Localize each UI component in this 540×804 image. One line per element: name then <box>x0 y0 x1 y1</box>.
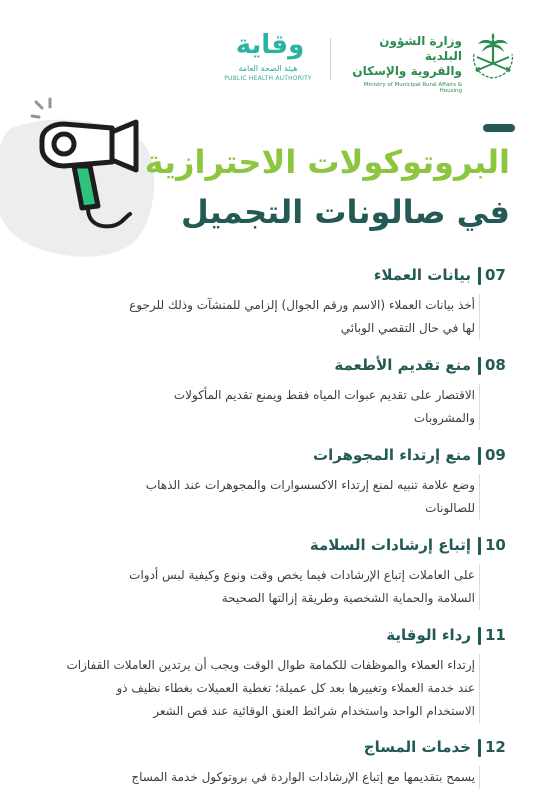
section-title: بيانات العملاء <box>373 266 471 284</box>
section-bar <box>478 739 481 757</box>
section-body <box>30 564 480 610</box>
section-body-line: يسمح بتقديمها مع إتباع الإرشادات الواردة في بروتوكول خدمة المساج <box>131 770 475 784</box>
section-body <box>30 294 480 340</box>
section-bar <box>478 537 481 555</box>
section-title: رداء الوقاية <box>386 626 471 644</box>
section-body-line: على العاملات إتباع الإرشادات فيما يخص وقت ونوع وكيفية لبس أدوات <box>129 568 475 582</box>
ministry-emblem-icon <box>466 30 520 84</box>
section-body <box>30 654 480 723</box>
section-body <box>30 384 480 430</box>
section-body-line: الاستخدام الواحد واستخدام شرائط العنق الوقائية عند قص الشعر <box>153 704 475 718</box>
page-title-line1: البروتوكولات الاحترازية <box>144 143 510 181</box>
section-bar <box>478 627 481 645</box>
section-body-line: السلامة والحماية الشخصية وطريقة إزالتها الصحيحة <box>221 591 475 605</box>
section-body <box>30 474 480 520</box>
section-number: 08 <box>485 356 506 374</box>
protocol-section-11 <box>30 624 515 723</box>
ministry-name-line2: والقروية والإسكان <box>352 64 462 78</box>
protocol-section-09 <box>30 444 515 520</box>
section-body-line: لها في حال التقصي الوبائي <box>340 321 475 335</box>
page-title-line2: في صالونات التجميل <box>181 193 510 231</box>
section-body-line: والمشروبات <box>413 411 475 425</box>
section-number: 09 <box>485 446 506 464</box>
section-title: منع إرتداء المجوهرات <box>313 446 471 464</box>
ministry-name-line1: وزارة الشؤون البلدية <box>379 34 462 63</box>
hair-dryer-icon <box>28 110 158 240</box>
protocol-section-08 <box>30 354 515 430</box>
protocol-section-07 <box>30 264 515 340</box>
section-title: خدمات المساج <box>363 738 471 756</box>
protocol-section-12 <box>30 736 515 789</box>
logo-divider <box>330 38 331 80</box>
ministry-name-english: Ministry of Municipal Rural Affairs & Housing <box>363 82 462 94</box>
section-number: 10 <box>485 536 506 554</box>
section-title: منع تقديم الأطعمة <box>334 356 471 374</box>
section-bar <box>478 267 481 285</box>
section-body-line: أخذ بيانات العملاء (الاسم ورقم الجوال) إلزامي للمنشآت وذلك للرجوع <box>129 298 475 312</box>
section-number: 12 <box>485 738 506 756</box>
wiqaya-logo <box>222 30 314 86</box>
wiqaya-logo-name: وقاية <box>235 30 305 60</box>
section-body-line: للصالونات <box>425 501 475 515</box>
section-number: 11 <box>485 626 506 644</box>
section-bar <box>478 447 481 465</box>
section-body-line: وضع علامة تنبيه لمنع إرتداء الاكسسوارات والمجوهرات عند الذهاب <box>145 478 475 492</box>
protocol-section-10 <box>30 534 515 610</box>
section-bar <box>478 357 481 375</box>
wiqaya-logo-english: PUBLIC HEALTH AUTHORITY <box>224 75 312 82</box>
section-title: إتباع إرشادات السلامة <box>309 536 471 554</box>
section-number: 07 <box>485 266 506 284</box>
title-accent-bar <box>483 124 515 132</box>
wiqaya-logo-subtitle: هيئة الصحة العامة <box>238 64 298 73</box>
ministry-logo-text <box>340 34 462 94</box>
section-body-line: الاقتصار على تقديم عبوات المياه فقط ويمنع تقديم المأكولات <box>173 388 475 402</box>
section-body <box>30 766 480 789</box>
section-body-line: إرتداء العملاء والموظفات للكمامة طوال الوقت ويجب أن يرتدين العاملات القفازات <box>66 658 475 672</box>
section-body-line: عند خدمة العملاء وتغييرها بعد كل عميلة؛ تغطية العميلات بغطاء نظيف ذو <box>116 681 475 695</box>
